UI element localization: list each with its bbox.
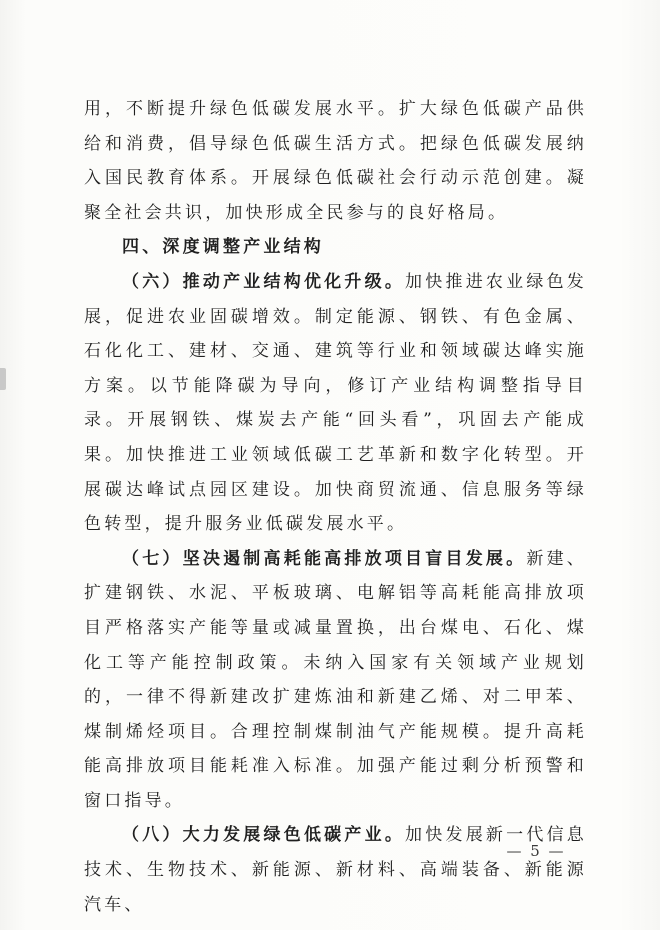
page-number: — 5 — [506,842,566,860]
paragraph-eight-body: 加快发展新一代信息技术、生物技术、新能源、新材料、高端装备、新能源汽车、 [84,825,587,915]
section-heading: 四、深度调整产业结构 [122,237,324,258]
paragraph-seven [84,542,587,819]
paragraph-seven-body: 新建、扩建钢铁、水泥、平板玻璃、电解铝等高耗能高排放项目严格落实产能等量或减量置换，出台煤电、石化、煤化工等产能控制政策。未纳入国家有关领域产业规划的，一律不得新建改扩建炼油和新建乙烯、对二甲苯、煤制烯烃项目。合理控制煤制油气产能规模。提升高耗能高排放项目能耗准入标准。加强产能过剩分析预警和窗口指导。 [84,548,587,811]
paragraph-eight-lead: （八）大力发展绿色低碳产业。 [122,825,406,846]
binding-mark [0,368,6,390]
paragraph-seven-lead: （七）坚决遏制高耗能高排放项目盲目发展。 [122,548,527,569]
paragraph-six [84,265,587,542]
document-body [84,92,587,922]
paragraph-six-body: 加快推进农业绿色发展，促进农业固碳增效。制定能源、钢铁、有色金属、石化化工、建材、交通、建筑等行业和领域碳达峰实施方案。以节能降碳为导向，修订产业结构调整指导目录。开展钢铁、煤炭去产能“回头看”，巩固去产能成果。加快推进工业领域低碳工艺革新和数字化转型。开展碳达峰试点园区建设。加快商贸流通、信息服务等绿色转型，提升服务业低碳发展水平。 [84,271,587,535]
continued-paragraph: 用，不断提升绿色低碳发展水平。扩大绿色低碳产品供给和消费，倡导绿色低碳生活方式。把绿色低碳发展纳入国民教育体系。开展绿色低碳社会行动示范创建。凝聚全社会共识，加快形成全民参与的良好格局。 [84,99,587,223]
paragraph-eight [84,818,587,922]
paragraph-six-lead: （六）推动产业结构优化升级。 [122,271,406,292]
